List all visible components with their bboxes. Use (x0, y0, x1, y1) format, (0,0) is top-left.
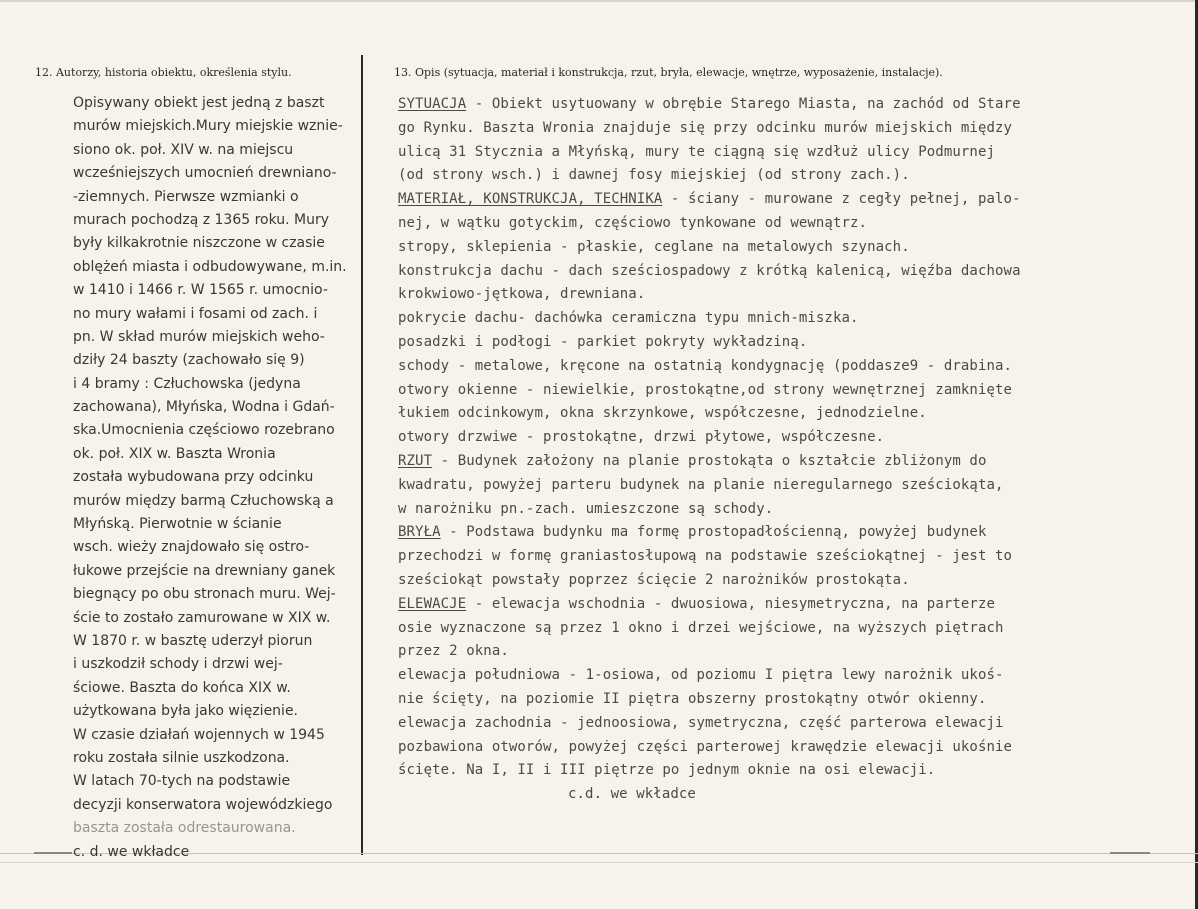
history-line: łukowe przejście na drewniany ganek (73, 562, 336, 579)
description-line: przechodzi w formę graniastosłupową na podstawie sześciokątnej - jest to (398, 548, 1013, 565)
history-line: dziły 24 baszty (zachowało się 9) (73, 352, 305, 369)
description-line (398, 593, 1188, 617)
description-line: pokrycie dachu- dachówka ceramiczna typu mnich-miszka. (398, 310, 859, 327)
history-line: wcześniejszych umocnień drewniano- (73, 165, 337, 182)
description-line: schody - metalowe, kręcone na ostatnią kondygnację (poddasze9 - drabina. (398, 357, 1013, 374)
heading-elewacje: ELEWACJE (398, 595, 467, 612)
description-line (398, 93, 1188, 117)
description-line: (od strony wsch.) i dawnej fosy miejskiej (od strony zach.). (398, 167, 910, 184)
history-line: ściowe. Baszta do końca XIX w. (73, 679, 291, 696)
description-text: - Podstawa budynku ma formę prostopadłościenną, powyżej budynek (440, 524, 987, 541)
history-line: W czasie działań wojennych w 1945 (73, 726, 325, 743)
history-line: pn. W skład murów miejskich weho- (73, 328, 325, 345)
history-line: decyzji konserwatora wojewódzkiego (73, 796, 333, 813)
description-text: - elewacja wschodnia - dwuosiowa, niesymetryczna, na parterze (466, 595, 996, 612)
description-line: kwadratu, powyżej parteru budynek na planie nieregularnego sześciokąta, (398, 476, 1004, 493)
history-line: ok. poł. XIX w. Baszta Wronia (73, 445, 276, 462)
description-line: posadzki i podłogi - parkiet pokryty wykładziną. (398, 333, 808, 350)
description-line: go Rynku. Baszta Wronia znajduje się przy odcinku murów miejskich między (398, 119, 1013, 136)
description-line: stropy, sklepienia - płaskie, ceglane na metalowych szynach. (398, 238, 910, 255)
history-line: wsch. wieży znajdowało się ostro- (73, 539, 310, 556)
history-line: murach pochodzą z 1365 roku. Mury (73, 211, 330, 228)
description-line: łukiem odcinkowym, okna skrzynkowe, współczesne, jednodzielne. (398, 405, 927, 422)
section-13-header: 13. Opis (sytuacja, materiał i konstrukcja, rzut, bryła, elewacje, wnętrze, wyposażenie, instalacje). (394, 66, 943, 79)
history-line: ska.Umocnienia częściowo rozebrano (73, 422, 335, 439)
history-line: oblężeń miasta i odbudowywane, m.in. (73, 258, 347, 275)
history-line: -ziemnych. Pierwsze wzmianki o (73, 188, 299, 205)
continuation-note-right: c.d. we wkładce (568, 786, 696, 803)
history-line: no mury wałami i fosami od zach. i (73, 305, 318, 322)
fold-mark-right (1110, 852, 1150, 854)
description-line: konstrukcja dachu - dach sześciospadowy z krótką kalenicą, więźba dachowa (398, 262, 1021, 279)
description-line: sześciokąt powstały poprzez ścięcie 2 narożników prostokąta. (398, 571, 910, 588)
history-line: ście to zostało zamurowane w XIX w. (73, 609, 331, 626)
history-line: Opisywany obiekt jest jedną z baszt (73, 95, 325, 111)
history-line: W 1870 r. w basztę uderzył piorun (73, 632, 313, 649)
continuation-note-left: c. d. we wkładce (73, 843, 190, 860)
description-line: krokwiowo-jętkowa, drewniana. (398, 286, 646, 303)
heading-rzut: RZUT (398, 452, 433, 469)
history-line: w 1410 i 1466 r. W 1565 r. umocnio- (73, 282, 328, 299)
history-line: biegnący po obu stronach muru. Wej- (73, 586, 336, 603)
heading-bryla: BRYŁA (398, 524, 441, 541)
description-line: elewacja zachodnia - jednoosiowa, symetryczna, część parterowa elewacji (398, 714, 1004, 731)
heading-material: MATERIAŁ, KONSTRUKCJA, TECHNIKA (398, 191, 663, 208)
sheet-top-edge (0, 0, 1198, 2)
description-line: przez 2 okna. (398, 643, 509, 660)
description-line: pozbawiona otworów, powyżej części parterowej krawędzie elewacji ukośnie (398, 738, 1013, 755)
description-line: ścięte. Na I, II i III piętrze po jednym oknie na osi elewacji. (398, 762, 936, 779)
history-line: murów miejskich.Mury miejskie wznie- (73, 118, 343, 135)
heading-sytuacja: SYTUACJA (398, 96, 467, 112)
history-line: użytkowana była jako więzienie. (73, 703, 299, 720)
history-line: murów między barmą Człuchowską a (73, 492, 334, 509)
description-line (398, 450, 1188, 474)
description-line: osie wyznaczone są przez 1 okno i drzei wejściowe, na wyższych piętrach (398, 619, 1004, 636)
history-line: siono ok. poł. XIV w. na miejscu (73, 141, 294, 158)
history-line: zachowana), Młyńska, Wodna i Gdań- (73, 399, 335, 416)
description-column (398, 93, 1188, 807)
description-line: nie ścięty, na poziomie II piętra obszerny prostokątny otwór okienny. (398, 690, 987, 707)
description-text: - Obiekt usytuowany w obrębie Starego Miasta, na zachód od Stare (466, 96, 1021, 112)
description-line (398, 188, 1188, 212)
description-line (398, 521, 1188, 545)
section-12-header: 12. Autorzy, historia obiektu, określenia stylu. (35, 66, 292, 79)
history-line: roku została silnie uszkodzona. (73, 749, 290, 766)
history-line: W latach 70-tych na podstawie (73, 773, 291, 790)
description-line: elewacja południowa - 1-osiowa, od poziomu I piętra lewy narożnik ukoś- (398, 667, 1004, 684)
history-line: i 4 bramy : Człuchowska (jedyna (73, 375, 301, 392)
description-line: nej, w wątku gotyckim, częściowo tynkowane od wewnątrz. (398, 214, 868, 231)
description-line: ulicą 31 Stycznia a Młyńską, mury te ciągną się wzdłuż ulicy Podmurnej (398, 143, 996, 160)
description-text: - ściany - murowane z cegły pełnej, palo- (662, 191, 1021, 208)
description-text: - Budynek założony na planie prostokąta o kształcie zbliżonym do (432, 452, 987, 469)
description-line: w narożniku pn.-zach. umieszczone są schody. (398, 500, 774, 517)
history-line-faded: baszta została odrestaurowana. (73, 820, 296, 837)
history-line: i uszkodził schody i drzwi wej- (73, 656, 283, 673)
fold-mark-left (34, 852, 72, 854)
history-line: Młyńską. Pierwotnie w ścianie (73, 516, 282, 533)
description-line: otwory okienne - niewielkie, prostokątne,od strony wewnętrznej zamknięte (398, 381, 1013, 398)
history-line: została wybudowana przy odcinku (73, 469, 314, 486)
description-line: otwory drzwiwe - prostokątne, drzwi płytowe, współczesne. (398, 429, 885, 446)
history-line: były kilkakrotnie niszczone w czasie (73, 235, 325, 252)
history-column (73, 92, 363, 864)
